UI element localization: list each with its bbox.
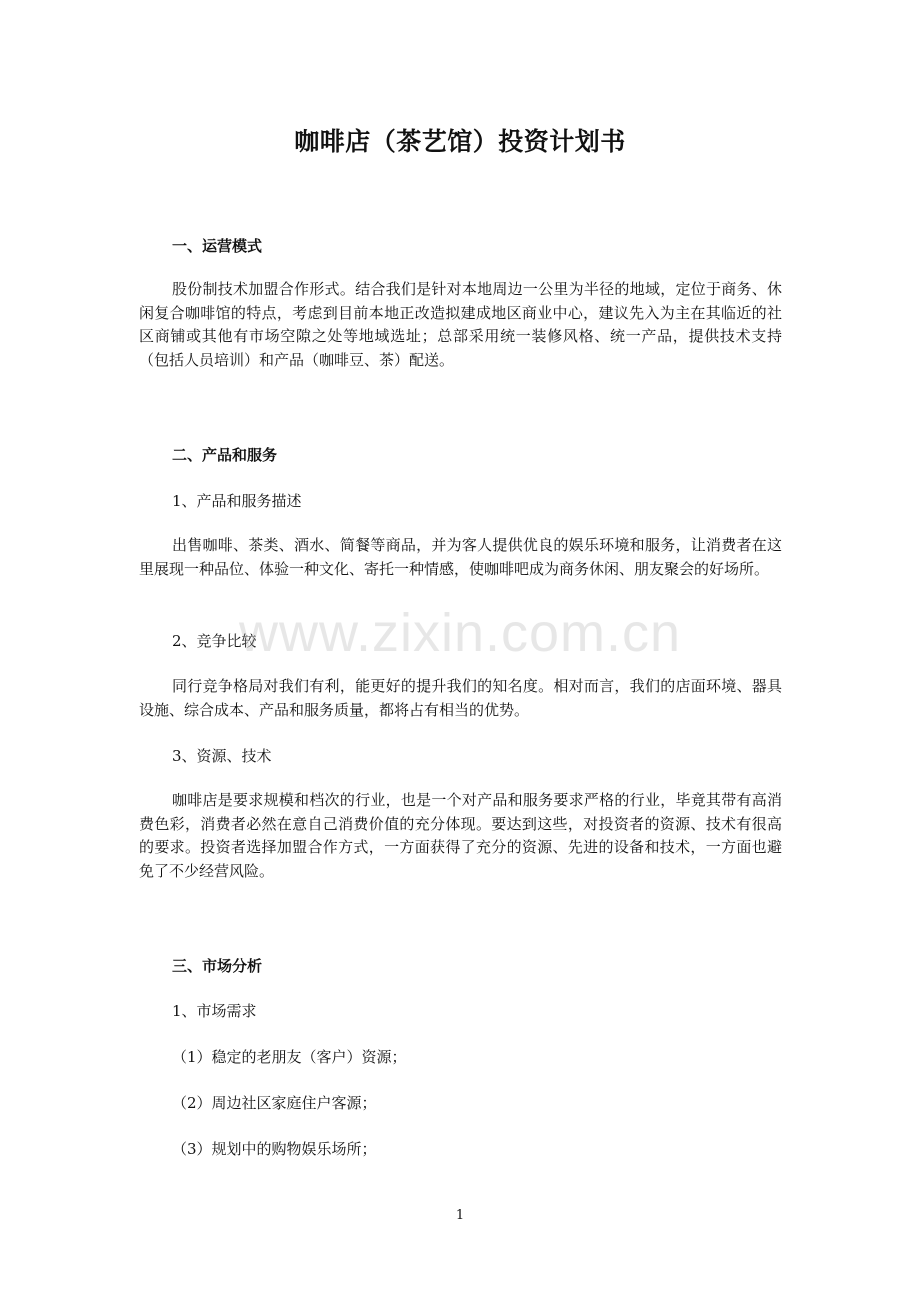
subheading-market-demand: 1、市场需求: [172, 1002, 257, 1020]
subheading-competition: 2、竞争比较: [172, 632, 257, 650]
document-title: 咖啡店（茶艺馆）投资计划书: [294, 127, 626, 156]
competition-paragraph: 同行竞争格局对我们有利，能更好的提升我们的知名度。相对而言，我们的店面环境、器具设施、综合成本、产品和服务质量，都将占有相当的优势。: [139, 677, 782, 719]
page-number: 1: [455, 1208, 465, 1223]
market-demand-item: （3）规划中的购物娱乐场所；: [172, 1140, 377, 1158]
subheading-resources-technology: 3、资源、技术: [172, 747, 272, 765]
resources-technology-paragraph: 咖啡店是要求规模和档次的行业，也是一个对产品和服务要求严格的行业，毕竟其带有高消费色彩，消费者必然在意自己消费价值的充分体现。要达到这些，对投资者的资源、技术有很高的要求。投资者选择加盟合作方式，一方面获得了充分的资源、先进的设备和技术，一方面也避免了不少经营风险。: [139, 791, 782, 880]
watermark: www.zixin.com.cn: [238, 603, 682, 663]
section-heading-market-analysis: 三、市场分析: [172, 957, 263, 975]
market-demand-item: （2）周边社区家庭住户客源；: [172, 1094, 377, 1112]
operation-model-paragraph: 股份制技术加盟合作形式。结合我们是针对本地周边一公里为半径的地域，定位于商务、休闲复合咖啡馆的特点，考虑到目前本地正改造拟建成地区商业中心，建议先入为主在其临近的社区商铺或其他有市场空隙之处等地域选址；总部采用统一装修风格、统一产品，提供技术支持（包括人员培训）和产品（咖啡豆、茶）配送。: [139, 280, 782, 369]
subheading-product-description: 1、产品和服务描述: [172, 492, 302, 510]
product-description-paragraph: 出售咖啡、茶类、酒水、简餐等商品，并为客人提供优良的娱乐环境和服务，让消费者在这里展现一种品位、体验一种文化、寄托一种情感，使咖啡吧成为商务休闲、朋友聚会的好场所。: [139, 536, 782, 578]
section-heading-operation-model: 一、运营模式: [172, 237, 263, 255]
market-demand-item: （1）稳定的老朋友（客户）资源；: [172, 1048, 407, 1066]
section-heading-products-services: 二、产品和服务: [172, 446, 278, 464]
